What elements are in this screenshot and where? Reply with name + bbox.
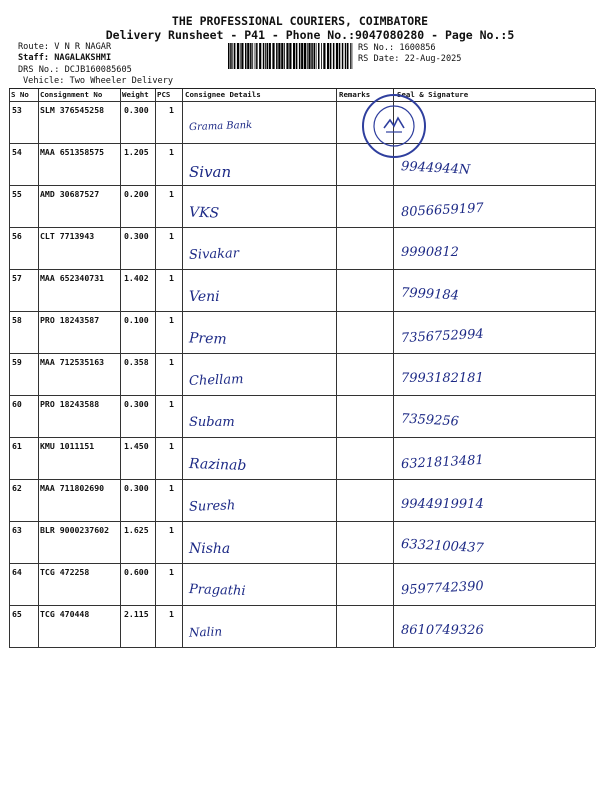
row-sno: 61 [12,441,22,451]
row-consignment-no: PRO 18243588 [40,399,100,409]
row-pcs: 1 [169,609,174,619]
row-sno: 64 [12,567,22,577]
row-weight: 0.600 [124,567,149,577]
row-consignee-handwriting: VKS [188,204,220,222]
row-pcs: 1 [169,189,174,199]
col-header-pcs: PCS [157,90,171,99]
barcode-bar [234,43,236,69]
barcode-bar [276,43,278,69]
barcode-bar [293,43,295,69]
row-consignee-handwriting: Grama Bank [188,119,253,134]
row-consignment-no: PRO 18243587 [40,315,100,325]
route-label: Route: V N R NAGAR [18,42,112,52]
row-divider [9,143,595,144]
col-header-sno: S No [11,90,29,99]
barcode-bar [352,43,353,69]
row-weight: 2.115 [124,609,149,619]
row-consignee-handwriting: Nalin [188,624,223,640]
row-divider [9,269,595,270]
staff-label: Staff: NAGALAKSHMI [18,53,112,63]
barcode-bar [241,43,243,69]
barcode-bar [318,43,320,69]
row-weight: 1.402 [124,273,149,283]
row-sno: 56 [12,231,22,241]
barcode-image [228,43,354,69]
barcode-bar [286,43,288,69]
row-sno: 55 [12,189,22,199]
row-consignee-handwriting: Suresh [188,498,236,515]
row-signature-handwriting: 9597742390 [400,578,485,599]
row-signature-handwriting: 8056659197 [400,200,485,221]
row-consignee-handwriting: Subam [189,415,235,430]
row-weight: 0.200 [124,189,149,199]
barcode-bar [350,43,351,69]
barcode-bar [307,43,308,69]
row-divider [9,479,595,480]
col-header-seal-signature: Seal & Signature [397,90,469,99]
row-weight: 1.205 [124,147,149,157]
row-pcs: 1 [169,399,174,409]
barcode-bar [284,43,285,69]
barcode-bar [304,43,306,69]
row-weight: 0.300 [124,483,149,493]
row-consignee-handwriting: Nisha [189,541,231,557]
row-divider [9,395,595,396]
row-divider [9,311,595,312]
row-weight: 0.100 [124,315,149,325]
barcode-bar [255,43,256,69]
row-weight: 0.358 [124,357,149,367]
runsheet-table [9,88,595,647]
barcode-bar [267,43,269,69]
barcode-bar [347,43,349,69]
barcode-bar [256,43,258,69]
barcode-bar [281,43,283,69]
row-pcs: 1 [169,357,174,367]
col-header-consignment: Consignment No [40,90,103,99]
row-divider [9,185,595,186]
row-sno: 63 [12,525,22,535]
row-sno: 53 [12,105,22,115]
row-signature-handwriting: 7359256 [400,411,460,430]
page-title: THE PROFESSIONAL COURIERS, COIMBATORE [171,14,429,28]
row-consignment-no: BLR 9000237602 [40,525,110,535]
barcode-bar [232,43,233,69]
row-pcs: 1 [169,483,174,493]
barcode-bar [237,43,239,69]
row-pcs: 1 [169,231,174,241]
barcode-bar [301,43,303,69]
row-pcs: 1 [169,567,174,577]
barcode-bar [245,43,247,69]
row-sno: 62 [12,483,22,493]
row-consignment-no: MAA 712535163 [40,357,105,367]
barcode-bar [345,43,347,69]
barcode-bar [228,43,230,69]
row-pcs: 1 [169,273,174,283]
row-sno: 54 [12,147,22,157]
barcode-bar [311,43,313,69]
barcode-bar [230,43,232,69]
row-consignment-no: MAA 711802690 [40,483,105,493]
row-signature-handwriting: 8610749326 [401,623,484,638]
barcode-bar [289,43,291,69]
row-consignment-no: MAA 652340731 [40,273,105,283]
row-consignee-handwriting: Pragathi [188,582,246,599]
row-signature-handwriting: 9944944N [400,159,471,178]
row-weight: 0.300 [124,105,149,115]
row-divider [9,437,595,438]
col-header-remarks: Remarks [339,90,371,99]
barcode-bar [269,43,271,69]
barcode-bar [336,43,338,69]
barcode-bar [263,43,265,69]
barcode-bar [327,43,329,69]
row-consignee-handwriting: Sivakar [188,246,240,263]
row-sno: 59 [12,357,22,367]
column-divider [595,89,596,647]
barcode-bar [316,43,317,69]
row-pcs: 1 [169,147,174,157]
col-header-consignee: Consignee Details [185,90,261,99]
row-pcs: 1 [169,441,174,451]
row-weight: 0.300 [124,231,149,241]
row-consignment-no: KMU 1011151 [40,441,95,451]
barcode-bar [278,43,280,69]
row-divider [9,353,595,354]
row-sno: 57 [12,273,22,283]
row-consignee-handwriting: Razinab [188,456,247,474]
row-signature-handwriting: 9990812 [401,245,459,260]
barcode-bar [247,43,249,69]
row-divider [9,605,595,606]
barcode-bar [265,43,266,69]
row-divider [9,521,595,522]
row-sno: 58 [12,315,22,325]
row-consignee-handwriting: Prem [188,330,227,348]
row-consignment-no: SLM 376545258 [40,105,105,115]
row-signature-handwriting: 9944919914 [401,497,484,512]
barcode-bar [299,43,301,69]
barcode-bar [333,43,335,69]
row-consignment-no: TCG 470448 [40,609,90,619]
barcode-bar [240,43,241,69]
row-divider [9,647,595,648]
bank-seal-stamp [360,92,428,160]
row-pcs: 1 [169,315,174,325]
row-pcs: 1 [169,525,174,535]
barcode-bar [323,43,325,69]
vehicle-label: Vehicle: Two Wheeler Delivery [23,76,174,86]
barcode-bar [272,43,274,69]
barcode-bar [314,43,316,69]
row-signature-handwriting: 7999184 [400,285,460,304]
barcode-bar [259,43,261,69]
barcode-bar [321,43,322,69]
row-sno: 65 [12,609,22,619]
row-signature-handwriting: 7356752994 [400,326,485,347]
row-consignee-handwriting: Veni [189,289,220,305]
row-weight: 1.450 [124,441,149,451]
row-divider [9,227,595,228]
row-consignee-handwriting: Sivan [189,163,232,181]
rs-date: RS Date: 22-Aug-2025 [358,54,462,64]
row-signature-handwriting: 6321813481 [400,452,485,473]
page-subtitle: Delivery Runsheet - P41 - Phone No.:9047080280 - Page No.:5 [105,28,515,42]
row-divider [9,563,595,564]
row-signature-handwriting: 6332100437 [400,536,485,557]
row-weight: 0.300 [124,399,149,409]
row-consignee-handwriting: Chellam [188,372,244,389]
barcode-bar [296,43,298,69]
barcode-bar [330,43,332,69]
barcode-bar [342,43,344,69]
col-header-weight: Weight [122,90,149,99]
drs-number: DRS No.: DCJB160085605 [18,65,132,75]
barcode-bar [308,43,310,69]
barcode-bar [252,43,253,69]
row-consignment-no: TCG 472258 [40,567,90,577]
row-consignment-no: AMD 30687527 [40,189,100,199]
row-sno: 60 [12,399,22,409]
barcode-bar [250,43,252,69]
header-divider [9,101,595,102]
row-consignment-no: MAA 651358575 [40,147,105,157]
rs-number: RS No.: 1600856 [358,43,436,53]
row-weight: 1.625 [124,525,149,535]
row-consignment-no: CLT 7713943 [40,231,95,241]
row-signature-handwriting: 7993182181 [401,371,484,386]
row-pcs: 1 [169,105,174,115]
barcode-bar [339,43,341,69]
